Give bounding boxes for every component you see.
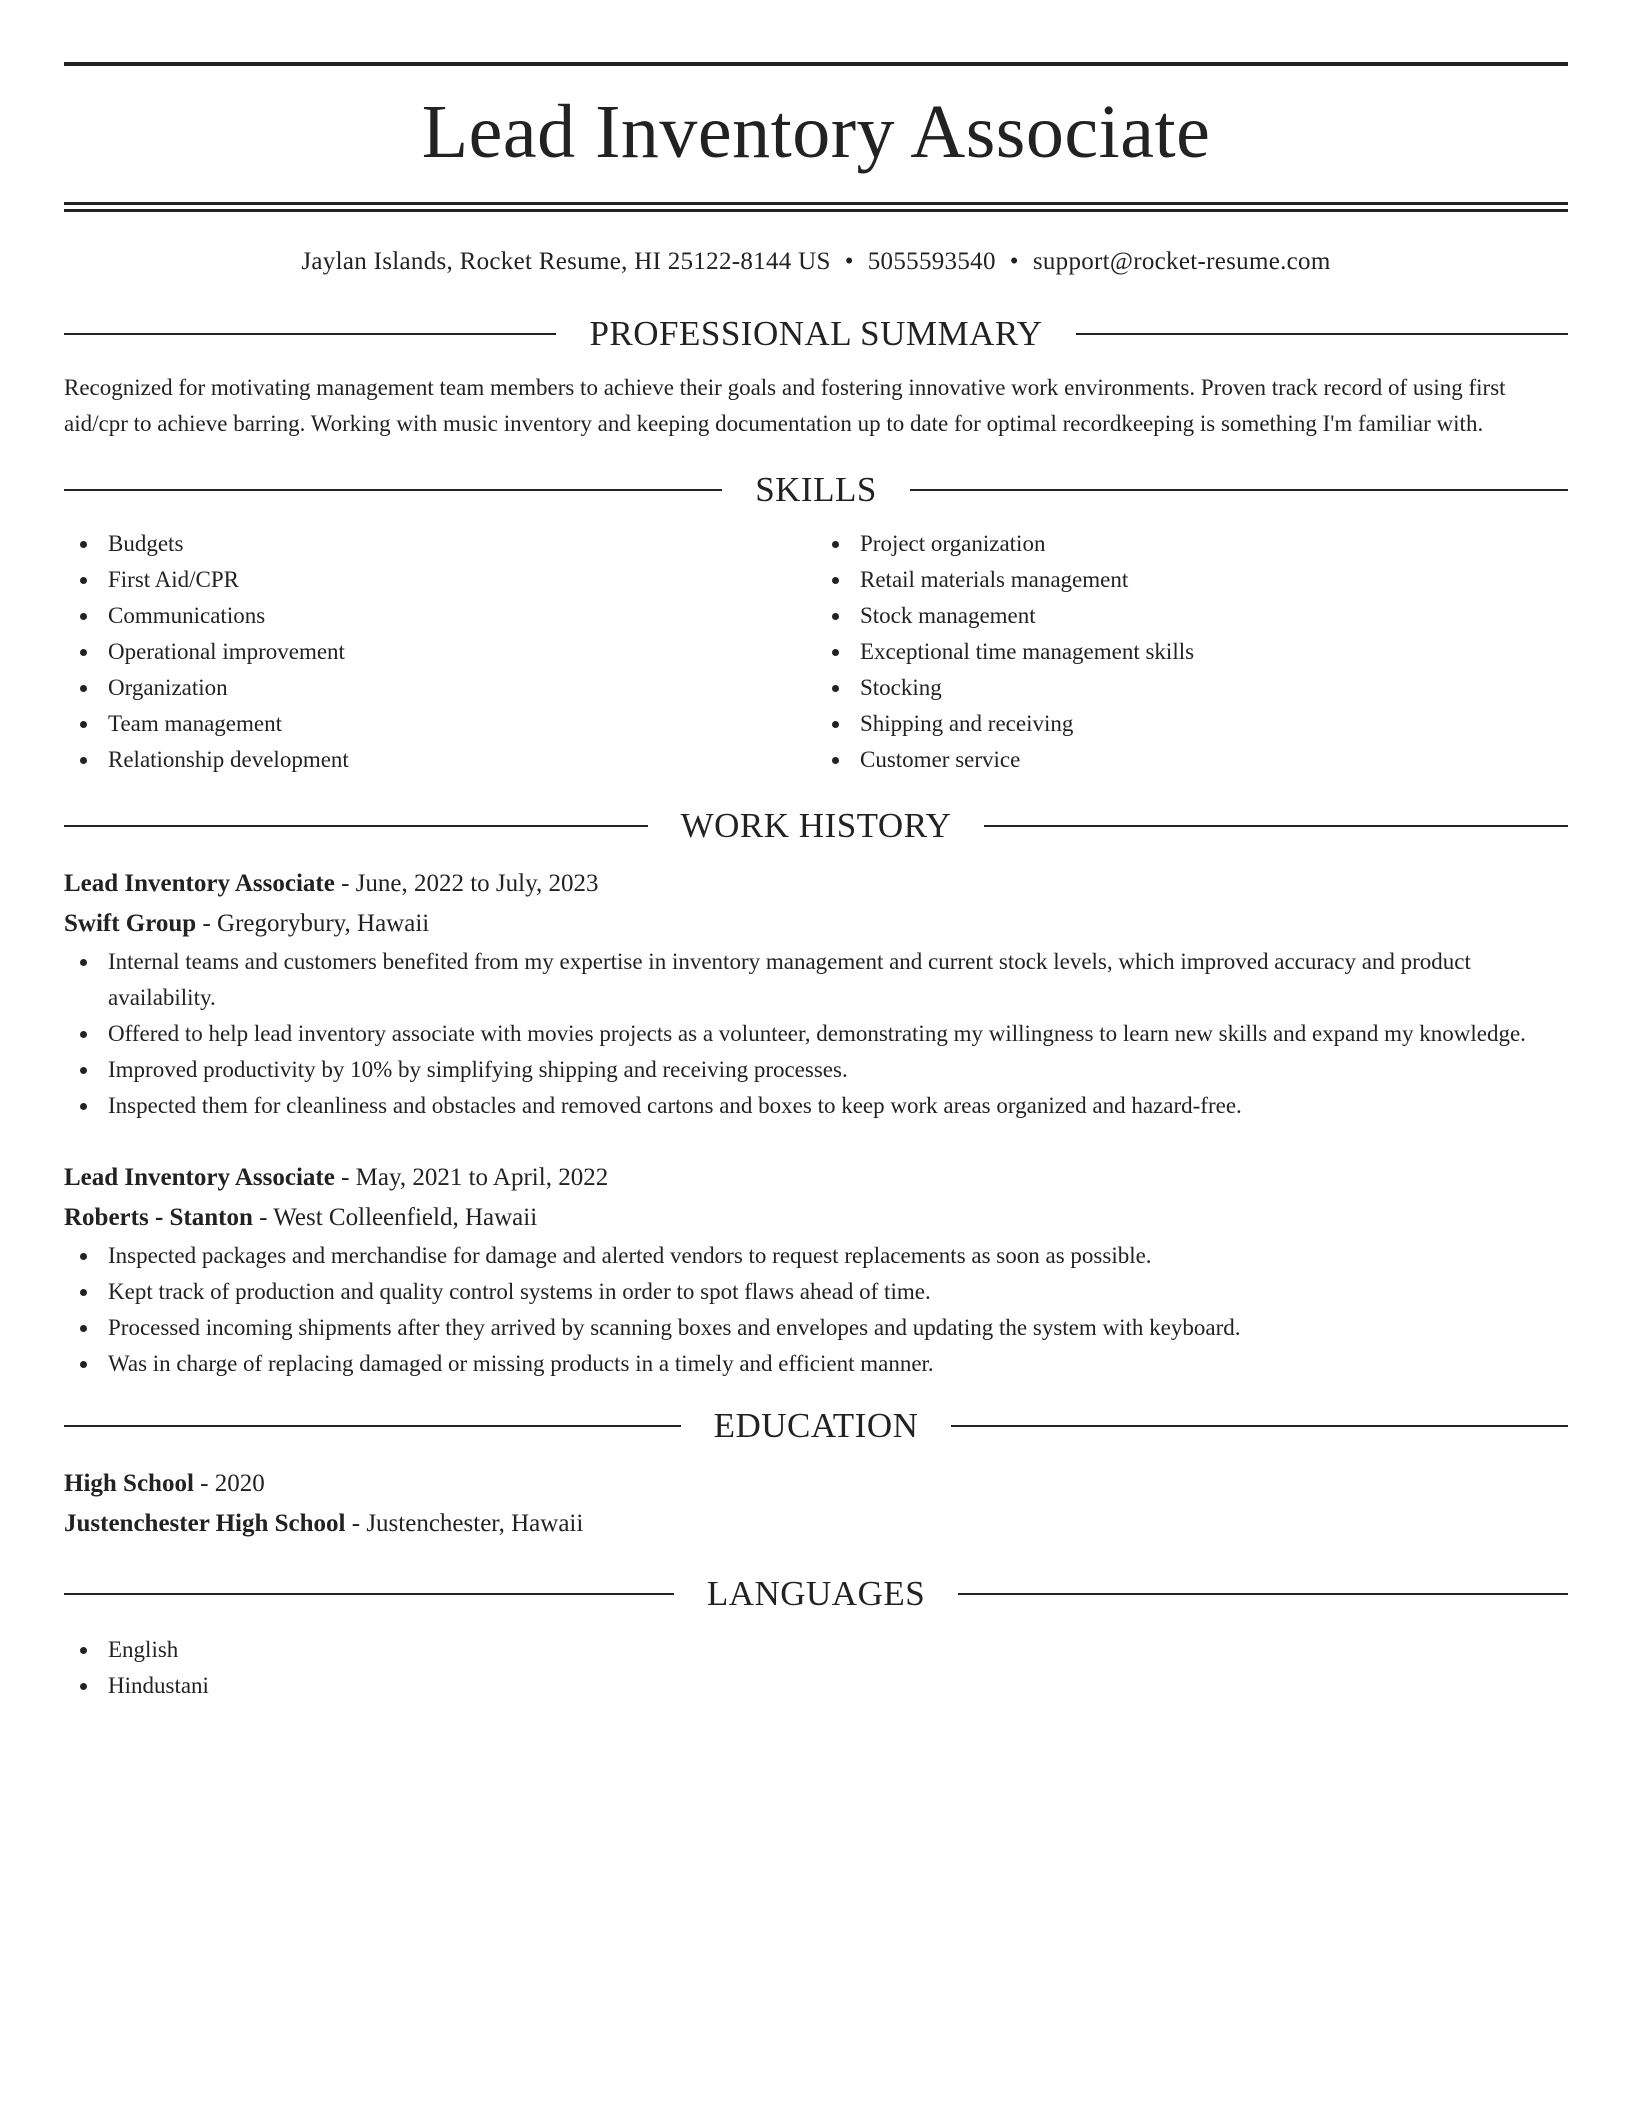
skills-column-right	[816, 526, 1568, 778]
heading-rule-left	[64, 1593, 674, 1595]
languages-list	[64, 1632, 1568, 1704]
title-double-rule	[64, 202, 1568, 212]
skills-grid	[64, 526, 1568, 778]
education-degree-line	[64, 1464, 1568, 1504]
heading-rule-right	[951, 1425, 1568, 1427]
heading-rule-left	[64, 333, 556, 335]
languages-heading	[64, 1572, 1568, 1616]
languages-heading-label: LANGUAGES	[706, 1574, 926, 1613]
top-rule	[64, 62, 1568, 66]
summary-heading-label: PROFESSIONAL SUMMARY	[589, 314, 1043, 353]
contact-address: Jaylan Islands, Rocket Resume, HI 25122-8144 US	[301, 248, 831, 275]
skills-heading	[64, 468, 1568, 512]
job-company-line	[64, 1198, 1568, 1238]
heading-rule-right	[910, 489, 1568, 491]
skill-item: Exceptional time management skills	[816, 634, 1568, 670]
contact-email: support@rocket-resume.com	[1032, 248, 1331, 275]
job-bullets	[64, 944, 1568, 1124]
job-bullet: Kept track of production and quality control systems in order to spot flaws ahead of time.	[64, 1274, 1568, 1310]
skill-item: Team management	[64, 706, 816, 742]
heading-rule-left	[64, 1425, 681, 1427]
resume-title: Lead Inventory Associate	[421, 90, 1211, 174]
skill-item: Shipping and receiving	[816, 706, 1568, 742]
job-title: Lead Inventory Associate	[64, 1164, 335, 1191]
job-bullet: Inspected them for cleanliness and obstacles and removed cartons and boxes to keep work areas organized and hazard-free.	[64, 1088, 1568, 1124]
job-bullet: Offered to help lead inventory associate with movies projects as a volunteer, demonstrating my willingness to learn new skills and expand my knowledge.	[64, 1016, 1568, 1052]
education-school-line	[64, 1504, 1568, 1544]
job-dates: - May, 2021 to April, 2022	[334, 1164, 609, 1191]
job-bullets	[64, 1238, 1568, 1382]
job-location: - West Colleenfield, Hawaii	[252, 1204, 538, 1231]
job-entry	[64, 864, 1568, 1124]
education-entry	[64, 1464, 1568, 1544]
job-bullet: Internal teams and customers benefited from my expertise in inventory management and current stock levels, which improved accuracy and product availability.	[64, 944, 1568, 1016]
skills-column-left	[64, 526, 816, 778]
summary-text: Recognized for motivating management team members to achieve their goals and fostering innovative work environments. Proven track record of using first aid/cpr to achieve barring. Working with music inventory and keeping documentation up to date for optimal recordkeeping is something I'm familiar with.	[64, 375, 1506, 436]
skill-item: Relationship development	[64, 742, 816, 778]
skills-list-right	[816, 526, 1568, 778]
skills-list-left	[64, 526, 816, 778]
heading-rule-right	[958, 1593, 1568, 1595]
education-school: Justenchester High School	[64, 1510, 346, 1537]
job-bullet: Processed incoming shipments after they arrived by scanning boxes and envelopes and updating the system with keyboard.	[64, 1310, 1568, 1346]
skill-item: Communications	[64, 598, 816, 634]
job-title-line	[64, 864, 1568, 904]
job-company-line	[64, 904, 1568, 944]
language-item: Hindustani	[64, 1668, 1568, 1704]
job-bullet: Inspected packages and merchandise for damage and alerted vendors to request replacements as soon as possible.	[64, 1238, 1568, 1274]
heading-rule-left	[64, 825, 648, 827]
heading-rule-left	[64, 489, 722, 491]
skill-item: Retail materials management	[816, 562, 1568, 598]
job-location: - Gregorybury, Hawaii	[196, 910, 430, 937]
job-title: Lead Inventory Associate	[64, 870, 335, 897]
skill-item: Stock management	[816, 598, 1568, 634]
education-degree: High School	[64, 1470, 194, 1497]
skill-item: Organization	[64, 670, 816, 706]
job-company: Roberts - Stanton	[64, 1204, 253, 1231]
skill-item: Customer service	[816, 742, 1568, 778]
education-heading	[64, 1404, 1568, 1448]
contact-separator: •	[844, 248, 854, 275]
heading-rule-right	[1076, 333, 1568, 335]
contact-line	[64, 246, 1568, 278]
job-bullet: Was in charge of replacing damaged or missing products in a timely and efficient manner.	[64, 1346, 1568, 1382]
work-heading-label: WORK HISTORY	[680, 806, 952, 845]
education-location: - Justenchester, Hawaii	[345, 1510, 584, 1537]
skill-item: Operational improvement	[64, 634, 816, 670]
job-bullet: Improved productivity by 10% by simplifying shipping and receiving processes.	[64, 1052, 1568, 1088]
skill-item: Project organization	[816, 526, 1568, 562]
job-dates: - June, 2022 to July, 2023	[334, 870, 599, 897]
job-entry	[64, 1158, 1568, 1382]
contact-separator: •	[1009, 248, 1019, 275]
summary-heading	[64, 312, 1568, 356]
skills-heading-label: SKILLS	[755, 470, 877, 509]
education-heading-label: EDUCATION	[713, 1406, 919, 1445]
heading-rule-right	[984, 825, 1568, 827]
skill-item: First Aid/CPR	[64, 562, 816, 598]
skill-item: Budgets	[64, 526, 816, 562]
job-company: Swift Group	[64, 910, 197, 937]
skill-item: Stocking	[816, 670, 1568, 706]
education-year: - 2020	[193, 1470, 265, 1497]
contact-phone: 5055593540	[867, 248, 996, 275]
job-title-line	[64, 1158, 1568, 1198]
language-item: English	[64, 1632, 1568, 1668]
work-heading	[64, 804, 1568, 848]
